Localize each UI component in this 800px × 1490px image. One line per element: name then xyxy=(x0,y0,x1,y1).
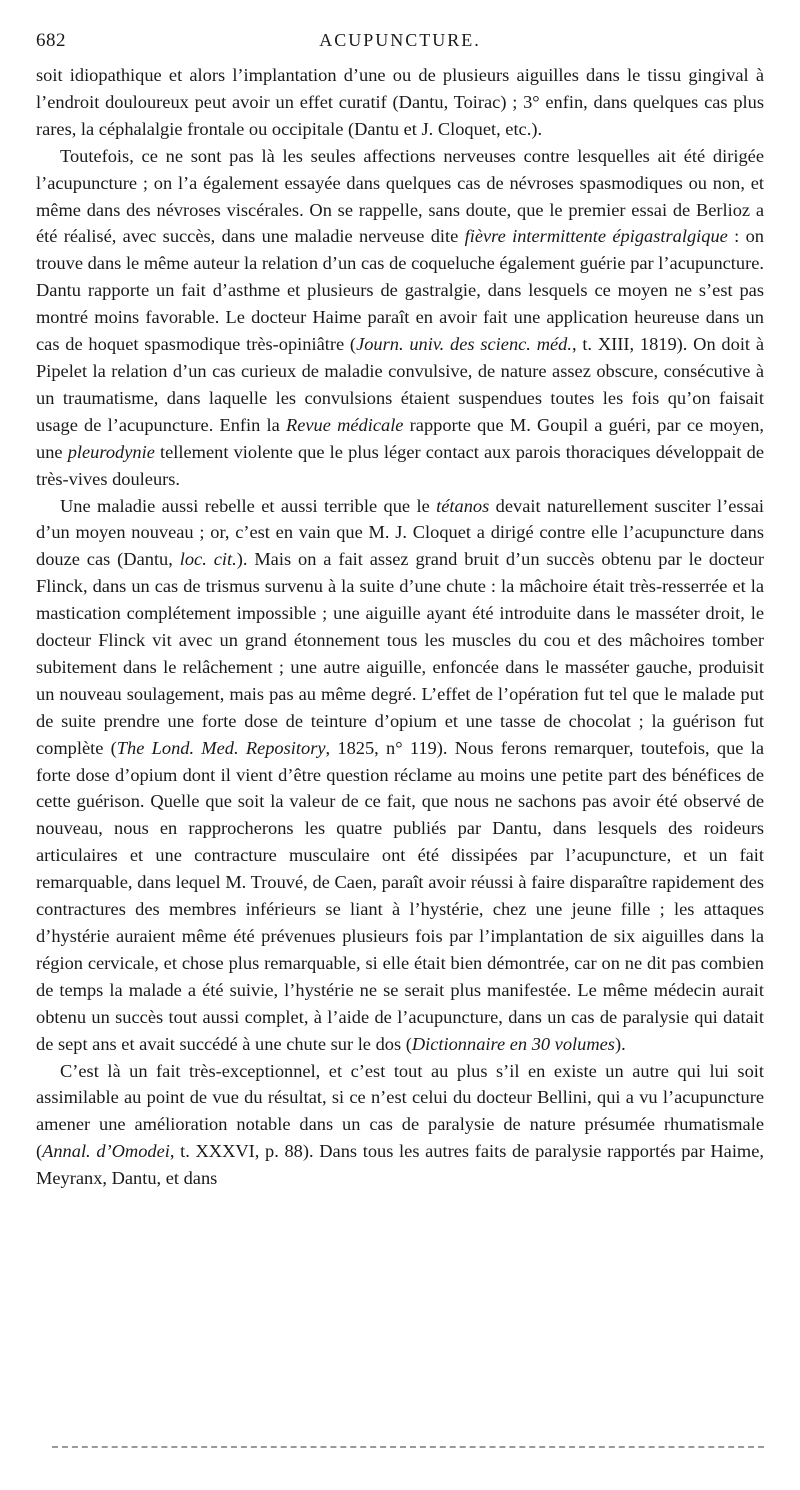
text-run: Une maladie aussi rebelle et aussi terrible que le xyxy=(60,495,437,516)
text-run: tellement violente que le plus léger contact aux parois thoraciques développait de très-vives douleurs. xyxy=(36,441,764,489)
paragraph xyxy=(36,493,764,1058)
text-run: rapporte que M. Goupil a guéri, par ce moyen, une xyxy=(36,414,764,462)
text-run: devait naturellement susciter l’essai d’un moyen nouveau ; or, c’est en vain que M. J. Cloquet a dirigé contre elle l’acupuncture dans douze cas (Dantu, xyxy=(36,495,764,570)
text-run: soit idiopathique et alors l’implantation d’une ou de plusieurs aiguilles dans le tissu gingival à l’endroit douloureux peut avoir un effet curatif (Dantu, Toirac) ; 3° enfin, dans quelques cas plus rares, la céphalalgie frontale ou occipitale (Dantu et J. Cloquet, etc.). xyxy=(36,65,764,139)
paragraph xyxy=(36,143,764,493)
italic-text: Dictionnaire en 30 volumes xyxy=(411,1033,615,1054)
paragraph xyxy=(36,62,764,143)
italic-text: tétanos xyxy=(436,495,490,516)
running-title: ACUPUNCTURE. xyxy=(319,30,481,50)
page-header xyxy=(36,30,764,58)
book-page xyxy=(36,30,764,1192)
text-run: Toutefois, ce ne sont pas là les seules affections nerveuses contre lesquelles ait été dirigée l’acupuncture ; on l’a également essayée dans quelques cas de névroses spasmodiques ou non, et même dans des névroses viscérales. On se rappelle, sans doute, que le premier essai de Berlioz a été réalisé, avec succès, dans une maladie nerveuse dite xyxy=(36,145,764,247)
paragraph xyxy=(36,1058,764,1193)
text-run: : on trouve dans le même auteur la relation d’un cas de coqueluche également guérie par l’acupuncture. Dantu rapporte un fait d’asthme et plusieurs de gastralgie, dans lesquels ce moyen ne s’est pas montré moins favorable. Le docteur Haime paraît en avoir fait une application heureuse dans un cas de hoquet spasmodique très-opiniâtre ( xyxy=(36,226,764,355)
page-number: 682 xyxy=(36,30,66,51)
italic-text: Annal. d’Omodei xyxy=(42,1141,170,1162)
text-run: , t. XIII, 1819). On doit à Pipelet la relation d’un cas curieux de maladie convulsive, de nature assez obscure, consécutive à un traumatisme, dans laquelle les convulsions étaient suspendues toutes les fois qu’on faisait usage de l’acupuncture. Enfin la xyxy=(36,334,765,435)
text-run: , 1825, n° 119). Nous ferons remarquer, toutefois, que la forte dose d’opium dont il vient d’être question réclame au moins une petite part des bénéfices de cette guérison. Quelle que soit la valeur de ce fait, que nous ne sachons pas avoir été observé de nouveau, nous en rapprocherons les quatre publiés par Dantu, dans lesquels des roideurs articulaires et une contracture musculaire ont été dissipées par l’acupuncture, et un fait remarquable, dans lequel M. Trouvé, de Caen, paraît avoir réussi à faire disparaître rapidement des contractures des membres inférieurs se liant à l’hystérie, chez une jeune fille ; les attaques d’hystérie auraient même été prévenues plusieurs fois par l’implantation de six aiguilles dans la région cervicale, et chose plus remarquable, si elle était bien démontrée, car on ne dit pas combien de temps la malade a été suivie, l’hystérie ne se serait plus manifestée. Le même médecin aurait obtenu un succès tout aussi complet, à l’aide de l’acupuncture, dans un cas de paralysie qui datait de sept ans et avait succédé à une chute sur le dos ( xyxy=(36,737,764,1054)
italic-text: Journ. univ. des scienc. méd. xyxy=(356,334,572,355)
text-run: ). Mais on a fait assez grand bruit d’un succès obtenu par le docteur Flinck, dans un cas de trismus survenu à la suite d’une chute : la mâchoire était très-resserrée et la mastication complétement impossible ; une aiguille ayant été introduite dans le masséter droit, le docteur Flinck vit avec un grand étonnement tous les muscles du cou et des mâchoires tomber subitement dans le relâchement ; une autre aiguille, enfoncée dans le masséter gauche, produisit un nouveau soulagement, mais pas au même degré. L’effet de l’opération fut tel que le malade put de suite prendre une forte dose de teinture d’opium et une tasse de chocolat ; la guérison fut complète ( xyxy=(36,549,764,758)
footer-rule xyxy=(52,1446,764,1448)
text-run: C’est là un fait très-exceptionnel, et c’est tout au plus s’il en existe un autre qui lui soit assimilable au point de vue du résultat, si ce n’est celui du docteur Bellini, qui a vu l’acupuncture amener une amélioration notable dans un cas de paralysie de nature présumée rhumatismale ( xyxy=(36,1060,764,1162)
italic-text: loc. cit. xyxy=(179,549,237,570)
italic-text: pleurodynie xyxy=(67,441,155,462)
text-run: ). xyxy=(614,1033,626,1054)
italic-text: Revue médicale xyxy=(285,414,404,435)
italic-text: The Lond. Med. Repository xyxy=(116,737,326,758)
italic-text: fièvre intermittente épigastralgique xyxy=(464,226,728,247)
text-run: , t. XXXVI, p. 88). Dans tous les autres faits de paralysie rapportés par Haime, Meyranx, Dantu, et dans xyxy=(36,1141,764,1189)
body-text xyxy=(36,62,764,1192)
